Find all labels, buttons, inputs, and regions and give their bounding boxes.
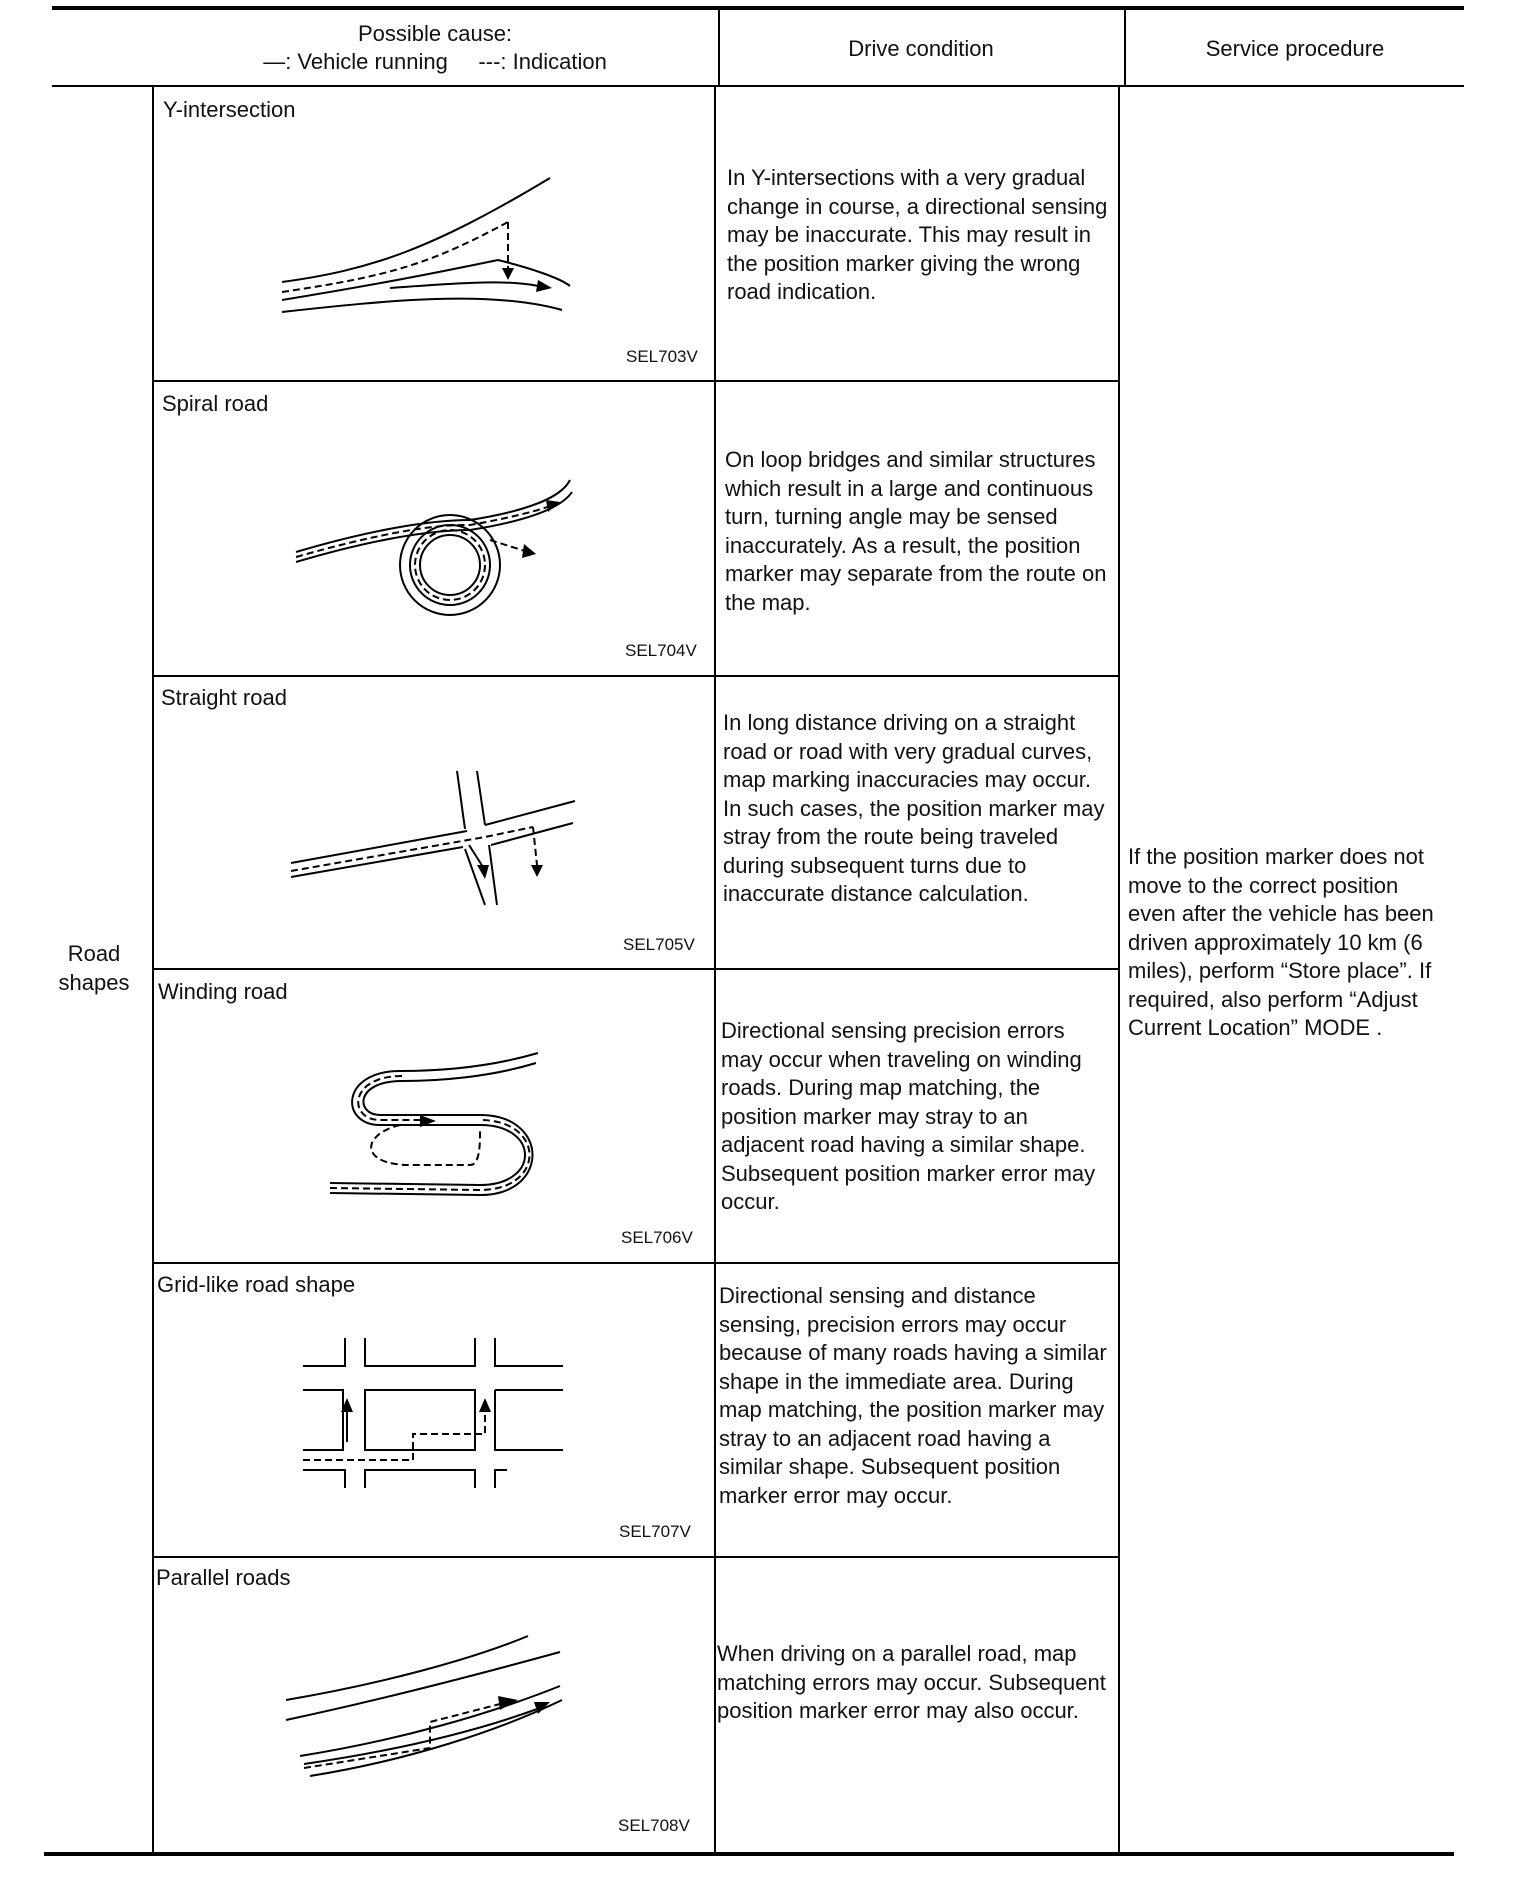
header-cause-line1: Possible cause:: [357, 21, 513, 46]
header-rule: [52, 85, 1464, 87]
row-separator: [152, 675, 1120, 677]
header-drive-condition: Drive condition: [848, 36, 994, 61]
drive-condition-text: On loop bridges and similar structures which result in a large and continuous turn, turning angle may be sensed inaccurately. As a result, the position marker may separate from the route on the map.: [725, 447, 1107, 615]
row-title-winding-road: Winding road: [158, 979, 288, 1004]
service-procedure-text: If the position marker does not move to the correct position even after the vehicle has been driven approximately 10 km (6 miles), perform “Store place”. If required, also perform “Adjust Current Location” MODE .: [1128, 844, 1434, 1040]
row-separator: [152, 380, 1120, 382]
row-separator: [152, 1262, 1120, 1264]
straight-road-diagram: [285, 765, 585, 915]
top-rule: [52, 6, 1464, 10]
drive-condition-text: Directional sensing and distance sensing, precision errors may occur because of many roads having a similar shape in the immediate area. During map matching, the position marker may stray to an adjacent road having a similar shape. Subsequent position marker error may occur.: [719, 1283, 1107, 1508]
row-title-y-intersection: Y-intersection: [163, 97, 296, 122]
header-cause-line2: —: Vehicle running ---: Indication: [263, 49, 607, 74]
grid-road-diagram: [295, 1330, 565, 1500]
drive-col-divider: [1118, 86, 1120, 1854]
row-title-grid-road: Grid-like road shape: [157, 1272, 356, 1297]
figure-code: SEL704V: [625, 641, 697, 660]
figure-code: SEL707V: [619, 1522, 691, 1541]
figure-code: SEL708V: [618, 1816, 690, 1835]
row-title-spiral-road: Spiral road: [162, 391, 269, 416]
drive-condition-text: Directional sensing precision errors may occur when traveling on winding roads. During map matching, the position marker may stray to an adjacent road having a similar shape. Subsequent position marker error may occur.: [721, 1018, 1096, 1214]
winding-road-diagram: [320, 1045, 540, 1195]
header-cause: [152, 20, 718, 76]
row-separator: [152, 968, 1120, 970]
drive-condition-text: In long distance driving on a straight road or road with very gradual curves, map marking inaccuracies may occur. In such cases, the position marker may stray from the route being traveled during subsequent turns due to inaccurate distance calculation.: [723, 710, 1105, 906]
header-service-procedure: Service procedure: [1205, 36, 1385, 61]
figure-code: SEL705V: [623, 935, 695, 954]
drive-condition-text: When driving on a parallel road, map matching errors may occur. Subsequent position marker error may also occur.: [717, 1641, 1106, 1723]
row-label-road-shapes: Road shapes: [58, 941, 130, 995]
row-title-parallel-roads: Parallel roads: [156, 1565, 291, 1590]
label-col-divider: [152, 86, 154, 1854]
figure-col-divider: [714, 86, 716, 1854]
parallel-roads-diagram: [280, 1630, 570, 1780]
figure-code: SEL703V: [626, 347, 698, 366]
spiral-road-diagram: [290, 470, 590, 630]
bottom-rule: [44, 1852, 1454, 1856]
row-separator: [152, 1556, 1120, 1558]
drive-condition-text: In Y-intersections with a very gradual change in course, a directional sensing may be inaccurate. This may result in the position marker giving the wrong road indication.: [727, 165, 1108, 304]
figure-code: SEL706V: [621, 1228, 693, 1247]
row-title-straight-road: Straight road: [161, 685, 287, 710]
y-intersection-diagram: [270, 160, 590, 320]
